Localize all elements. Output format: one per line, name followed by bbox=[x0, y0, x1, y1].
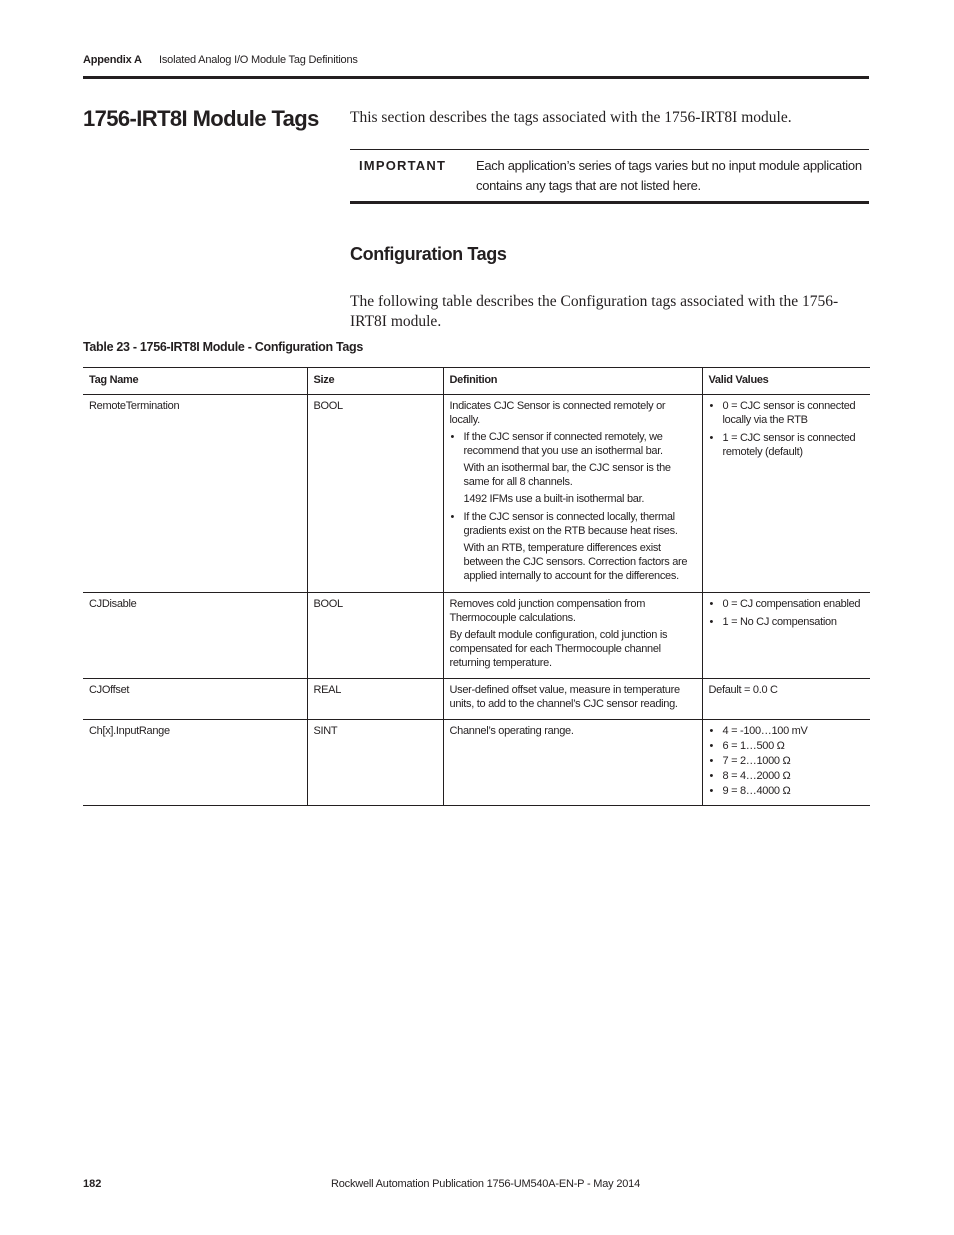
page-number: 182 bbox=[83, 1178, 102, 1190]
table-row bbox=[83, 593, 870, 679]
valid-values-cell: Default = 0.0 C bbox=[702, 679, 870, 720]
tag-name-cell: CJOffset bbox=[83, 679, 307, 720]
valid-values-list bbox=[709, 399, 866, 459]
valid-values-cell bbox=[702, 395, 870, 593]
definition-cell bbox=[443, 395, 702, 593]
page-header bbox=[83, 54, 869, 79]
valid-value-item: • 7 = 2…1000 Ω bbox=[709, 754, 866, 768]
valid-values-list bbox=[709, 724, 866, 798]
tag-name-cell: CJDisable bbox=[83, 593, 307, 679]
table-row bbox=[83, 720, 870, 806]
valid-values-cell bbox=[702, 593, 870, 679]
bullet-text: If the CJC sensor is connected locally, thermal gradients exist on the RTB because heat rises. bbox=[463, 511, 678, 537]
config-description: The following table describes the Configuration tags associated with the 1756-IRT8I module. bbox=[350, 293, 839, 330]
tag-name-cell: RemoteTermination bbox=[83, 395, 307, 593]
valid-value-item: • 1 = CJC sensor is connected remotely (default) bbox=[709, 431, 866, 459]
definition-cell bbox=[443, 593, 702, 679]
appendix-label: Appendix A bbox=[83, 54, 142, 66]
valid-value-item: • 8 = 4…2000 Ω bbox=[709, 769, 866, 783]
publication-info: Rockwell Automation Publication 1756-UM540A-EN-P - May 2014 bbox=[331, 1178, 640, 1190]
valid-values-cell bbox=[702, 720, 870, 806]
table-row bbox=[83, 395, 870, 593]
section-title: 1756-IRT8I Module Tags bbox=[83, 106, 319, 131]
valid-value-item: • 6 = 1…500 Ω bbox=[709, 739, 866, 753]
size-cell: BOOL bbox=[307, 395, 443, 593]
definition-text: Indicates CJC Sensor is connected remotely or locally. bbox=[449, 400, 666, 426]
bullet-note: 1492 IFMs use a built-in isothermal bar. bbox=[463, 493, 645, 505]
column-header-tag-name: Tag Name bbox=[83, 368, 307, 395]
valid-value-item: • 4 = -100…100 mV bbox=[709, 724, 866, 738]
size-cell: SINT bbox=[307, 720, 443, 806]
column-header-size: Size bbox=[307, 368, 443, 395]
table-caption: Table 23 - 1756-IRT8I Module - Configuration Tags bbox=[83, 340, 364, 354]
definition-cell bbox=[443, 720, 702, 806]
definition-text: Channel’s operating range. bbox=[449, 725, 574, 737]
bullet-text: If the CJC sensor if connected remotely, we recommend that you use an isothermal bar. bbox=[463, 431, 663, 457]
definition-bullet bbox=[450, 510, 697, 583]
tag-name-cell: Ch[x].InputRange bbox=[83, 720, 307, 806]
important-callout bbox=[350, 149, 869, 204]
valid-value-item: • 9 = 8…4000 Ω bbox=[709, 784, 866, 798]
definition-cell bbox=[443, 679, 702, 720]
configuration-tags-table bbox=[83, 367, 870, 806]
size-cell: BOOL bbox=[307, 593, 443, 679]
column-header-definition: Definition bbox=[443, 368, 702, 395]
important-label: IMPORTANT bbox=[359, 158, 447, 173]
bullet-note: With an isothermal bar, the CJC sensor is the same for all 8 channels. bbox=[463, 462, 671, 488]
valid-value-item: • 0 = CJ compensation enabled bbox=[709, 597, 866, 611]
table-row bbox=[83, 679, 870, 720]
bullet-note: With an RTB, temperature differences exist between the CJC sensors. Correction factors are applied internally to account for the differences. bbox=[463, 542, 688, 582]
valid-value-item: • 1 = No CJ compensation bbox=[709, 615, 866, 629]
size-cell: REAL bbox=[307, 679, 443, 720]
important-text: Each application’s series of tags varies but no input module application contains any tags that are not listed here. bbox=[476, 158, 862, 193]
valid-value-item: • 0 = CJC sensor is connected locally via the RTB bbox=[709, 399, 866, 427]
header-title: Isolated Analog I/O Module Tag Definitions bbox=[159, 54, 358, 66]
subheading: Configuration Tags bbox=[350, 244, 507, 264]
definition-text: Removes cold junction compensation from Thermocouple calculations. bbox=[449, 598, 646, 624]
intro-paragraph: This section describes the tags associated with the 1756-IRT8I module. bbox=[350, 109, 792, 126]
table-header-row bbox=[83, 368, 870, 395]
definition-bullet bbox=[450, 430, 697, 506]
column-header-valid-values: Valid Values bbox=[702, 368, 870, 395]
valid-values-list bbox=[709, 597, 866, 629]
definition-text: User-defined offset value, measure in temperature units, to add to the channel’s CJC sensor reading. bbox=[449, 684, 680, 710]
definition-text: By default module configuration, cold junction is compensated for each Thermocouple channel returning temperature. bbox=[449, 629, 668, 669]
definition-list bbox=[450, 430, 697, 583]
